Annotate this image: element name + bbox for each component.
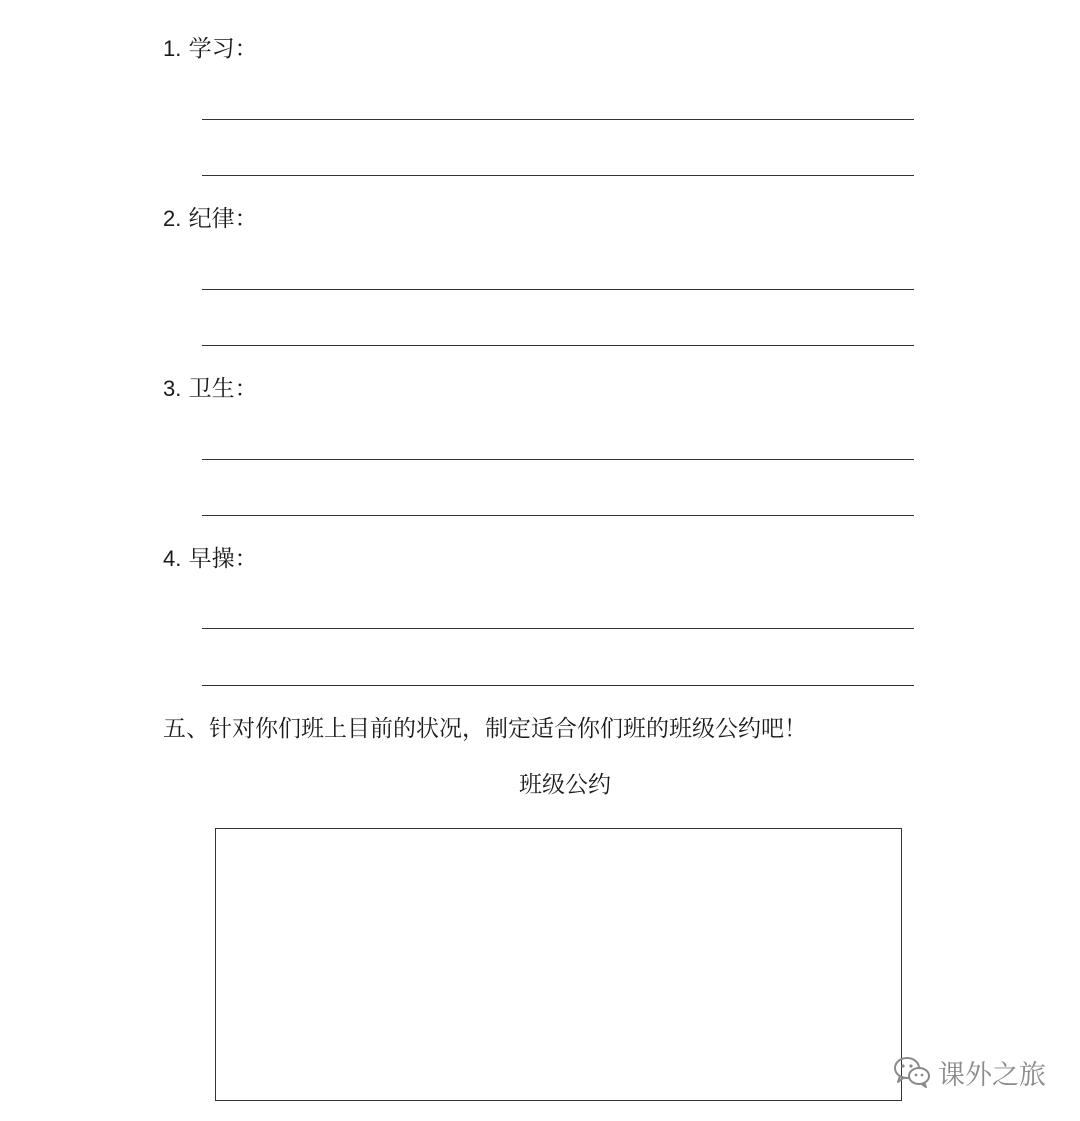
item-2-answer-line-1[interactable]: [202, 289, 914, 290]
item-3-answer-line-1[interactable]: [202, 459, 914, 460]
item-number: 1.: [163, 36, 182, 61]
item-1-answer-line-2[interactable]: [202, 175, 914, 176]
item-3-label: [163, 374, 258, 404]
class-pact-title: 班级公约: [519, 772, 611, 798]
item-4-answer-line-2[interactable]: [202, 685, 914, 686]
class-pact-writing-box[interactable]: [215, 828, 902, 1101]
item-title: 学习：: [188, 36, 258, 62]
item-2-answer-line-2[interactable]: [202, 345, 914, 346]
item-title: 纪律：: [188, 206, 258, 232]
wechat-icon: [892, 1055, 932, 1089]
item-4-label: [163, 544, 258, 574]
question-five: 五、针对你们班上目前的状况，制定适合你们班的班级公约吧！: [163, 716, 807, 742]
item-number: 4.: [163, 546, 182, 571]
item-number: 2.: [163, 206, 182, 231]
watermark-text: 课外之旅: [938, 1059, 1046, 1091]
item-1-label: [163, 34, 258, 64]
item-2-label: [163, 204, 258, 234]
item-1-answer-line-1[interactable]: [202, 119, 914, 120]
item-number: 3.: [163, 376, 182, 401]
item-3-answer-line-2[interactable]: [202, 515, 914, 516]
item-title: 卫生：: [188, 376, 258, 402]
item-title: 早操：: [188, 546, 258, 572]
item-4-answer-line-1[interactable]: [202, 628, 914, 629]
watermark: [892, 1052, 1046, 1092]
